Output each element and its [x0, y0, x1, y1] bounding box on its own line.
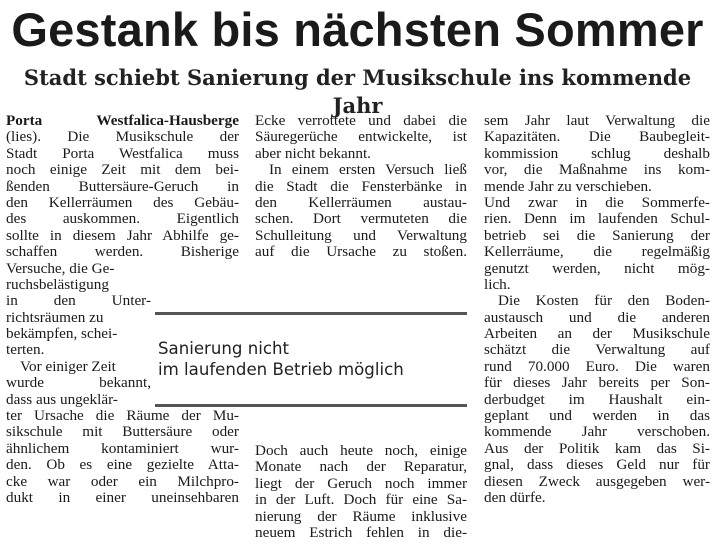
article-headline: Gestank bis nächsten Sommer — [11, 3, 704, 56]
text-line: für dieses Jahr bereits per Son- — [484, 375, 710, 392]
text-line: derbudget im Haushalt ein- — [484, 391, 710, 408]
text-line: Vor einiger Zeit — [20, 358, 116, 375]
text-line: die Stadt die Fensterbänke in — [255, 178, 467, 195]
text-line: Kellerräume, die regelmäßig — [484, 244, 710, 261]
text-line: betrieb sei die Sanierung der — [484, 227, 710, 244]
text-line: geplant und werden in das — [484, 408, 710, 425]
text-line: Schulleitung und Verwaltung — [255, 227, 467, 244]
text-line: Versuche, die Ge- — [6, 260, 115, 277]
text-line: Monate nach der Reparatur, — [255, 459, 467, 476]
text-line: Doch auch heute noch, einige — [255, 443, 467, 459]
text-line: dass aus ungeklär- — [6, 391, 118, 408]
text-line: Arbeiten an der Musikschule — [484, 326, 710, 343]
crosshead-line: Sanierung nicht — [158, 339, 289, 358]
text-line: wurde bekannt, — [6, 375, 151, 392]
article-subheadline: Stadt schiebt Sanierung der Musikschule ins kommende Jahr — [23, 65, 692, 118]
text-line: Die Kosten für den Boden- — [498, 293, 710, 310]
text-line: diesen Zweck ausgegeben wer- — [484, 473, 710, 490]
text-line: schätzt die Verwaltung auf — [484, 342, 710, 359]
text-line: (lies). Die Musikschule der — [6, 129, 239, 146]
text-line: auf die Ursache zu stoßen. — [255, 244, 467, 261]
text-line: neuem Estrich fehlen in die- — [255, 524, 467, 541]
text-line: sem Jahr laut Verwaltung die — [484, 113, 710, 129]
text-line: Und zwar in die Sommerfe- — [484, 194, 710, 211]
article-column-2-bottom — [255, 443, 467, 541]
text-line: nierung der Räume inklusive — [255, 508, 467, 525]
text-line: genutzt werden, nicht mög- — [484, 260, 710, 277]
text-line: des auskommen. Eigentlich — [6, 211, 239, 228]
article-column-3 — [484, 113, 710, 506]
text-line: bekämpfen, schei- — [6, 326, 118, 343]
text-line: sikschule mit Buttersäure oder — [6, 424, 239, 441]
text-line: kommende Jahr verschoben. — [484, 424, 710, 441]
text-line: dukt in einer uneinsehbaren — [6, 489, 239, 506]
crosshead-line: im laufenden Betrieb möglich — [158, 360, 404, 379]
text-line: ruchsbelästigung — [6, 276, 109, 293]
text-line: Stadt Porta Westfalica muss — [6, 145, 239, 162]
text-line: aber nicht bekannt. — [255, 145, 371, 162]
text-line: ter Ursache die Räume der Mu- — [6, 408, 239, 425]
dateline: Porta Westfalica-Hausberge — [6, 113, 239, 129]
text-line: den Kellerräumen des Gebäu- — [6, 194, 239, 211]
text-line: terten. — [6, 342, 45, 359]
text-line: mende Jahr zu verschieben. — [484, 178, 652, 195]
text-line: In einem ersten Versuch ließ — [269, 162, 467, 179]
text-line: den. Ob es eine gezielte Atta- — [6, 457, 239, 474]
text-line: ßenden Buttersäure-Geruch in — [6, 178, 239, 195]
text-line: cke war oder ein Milchpro- — [6, 473, 239, 490]
text-line: Säuregerüche entwickelte, ist — [255, 129, 467, 146]
text-line: liegt der Geruch noch immer — [255, 475, 467, 492]
article-column-1 — [6, 113, 239, 506]
crosshead-rule-bottom — [155, 404, 467, 407]
text-line: Kapazitäten. Die Baubegleit- — [484, 129, 710, 146]
text-line: den dürfe. — [484, 489, 546, 506]
crosshead-rule-top — [155, 312, 467, 315]
text-line: kommission schlug deshalb — [484, 145, 710, 162]
text-line: in den Unter- — [6, 293, 151, 310]
text-line: Aus der Politik kam das Si- — [484, 440, 710, 457]
text-line: austausch und die anderen — [484, 309, 710, 326]
text-line: rien. Denn im laufenden Schul- — [484, 211, 710, 228]
text-line: lich. — [484, 276, 511, 293]
text-line: sollte in diesem Jahr Abhilfe ge- — [6, 227, 239, 244]
text-line: vor, die Maßnahme ins kom- — [484, 162, 710, 179]
crosshead — [158, 338, 464, 380]
text-line: schen. Dort vermuteten die — [255, 211, 467, 228]
text-line: Ecke verrottete und dabei die — [255, 113, 467, 129]
text-line: rund 70.000 Euro. Die waren — [484, 358, 710, 375]
article-column-2-top — [255, 113, 467, 261]
text-line: schaffen werden. Bisherige — [6, 244, 239, 261]
text-line: ähnlichem kontaminiert wur- — [6, 440, 239, 457]
text-line: in der Luft. Doch für eine Sa- — [255, 492, 467, 509]
text-line: richtsräumen zu — [6, 309, 104, 326]
text-line: den Kellerräumen austau- — [255, 194, 467, 211]
text-line: noch einige Zeit mit dem bei- — [6, 162, 239, 179]
text-line: gnal, dass dieses Geld nur für — [484, 457, 710, 474]
